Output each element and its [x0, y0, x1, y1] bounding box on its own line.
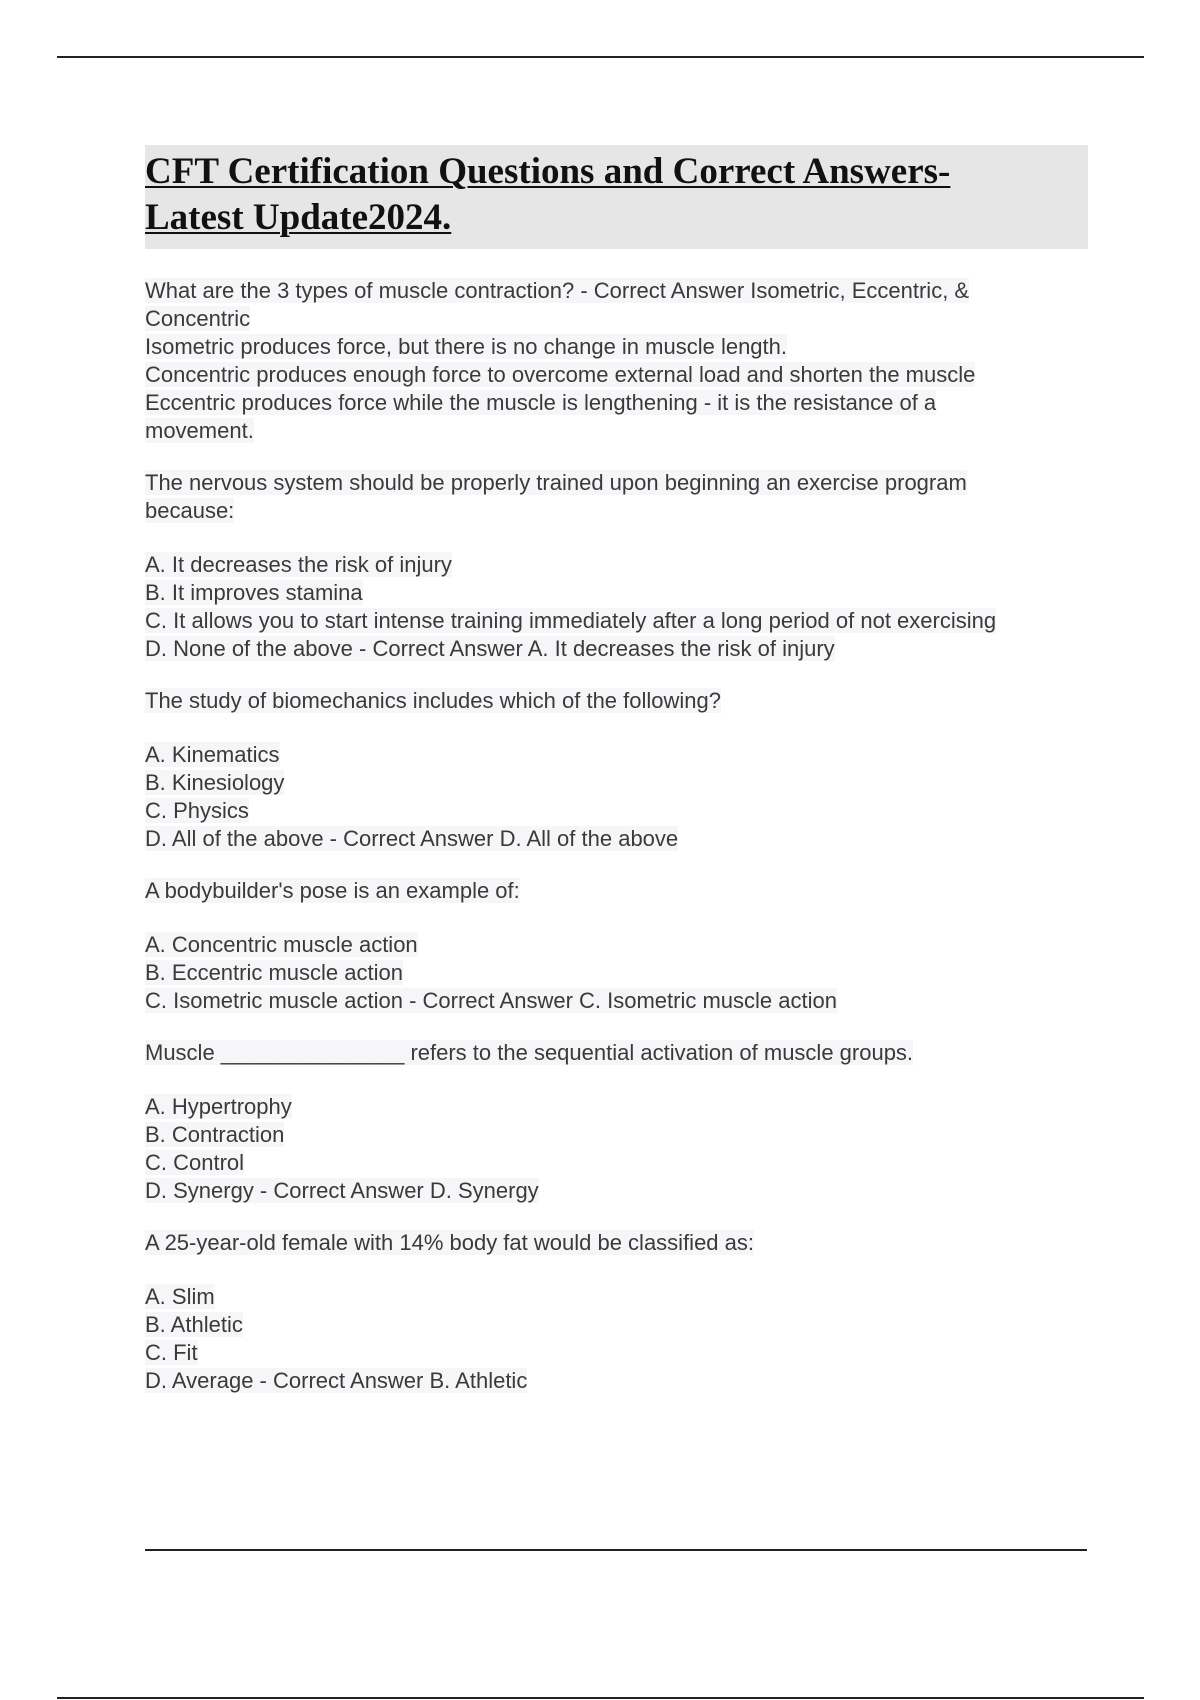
title-line-1: CFT Certification Questions and Correct Answers-: [145, 151, 951, 192]
question-line: Concentric: [145, 306, 251, 331]
answer-option: C. It allows you to start intense training immediately after a long period of not exercising: [145, 608, 997, 633]
answer-option: A. Concentric muscle action: [145, 932, 418, 957]
answer-option: D. All of the above - Correct Answer D. All of the above: [145, 826, 679, 851]
question-stem: A 25-year-old female with 14% body fat would be classified as:: [145, 1230, 754, 1255]
answer-option: B. Kinesiology: [145, 770, 285, 795]
question-stem: because:: [145, 498, 235, 523]
answer-option: A. Kinematics: [145, 742, 280, 767]
answer-option: B. Athletic: [145, 1312, 243, 1337]
answer-option: D. Synergy - Correct Answer D. Synergy: [145, 1178, 539, 1203]
question-stem: A bodybuilder's pose is an example of:: [145, 878, 520, 903]
question-line: Isometric produces force, but there is no change in muscle length.: [145, 334, 788, 359]
answer-option: C. Control: [145, 1150, 245, 1175]
question-block: [145, 277, 1088, 445]
question-line: What are the 3 types of muscle contraction? - Correct Answer Isometric, Eccentric, &: [145, 278, 970, 303]
document-title: [145, 149, 1088, 241]
question-stem: The nervous system should be properly trained upon beginning an exercise program: [145, 470, 967, 495]
question-block: [145, 1039, 1088, 1205]
question-block: [145, 687, 1088, 853]
document-body: [145, 145, 1088, 1419]
answer-option: B. Contraction: [145, 1122, 285, 1147]
question-stem: Muscle _______________ refers to the sequential activation of muscle groups.: [145, 1040, 914, 1065]
question-line: Concentric produces enough force to overcome external load and shorten the muscle: [145, 362, 976, 387]
answer-option: A. Hypertrophy: [145, 1094, 292, 1119]
answer-option: A. Slim: [145, 1284, 215, 1309]
page-bottom-rule: [57, 1697, 1144, 1699]
question-line: Eccentric produces force while the muscle is lengthening - it is the resistance of a: [145, 390, 937, 415]
footer-rule: [145, 1549, 1087, 1551]
question-block: [145, 1229, 1088, 1395]
title-line-2: Latest Update2024.: [145, 197, 452, 238]
answer-option: B. It improves stamina: [145, 580, 363, 605]
answer-option: A. It decreases the risk of injury: [145, 552, 452, 577]
header-rule: [57, 56, 1144, 58]
answer-option: C. Isometric muscle action - Correct Answer C. Isometric muscle action: [145, 988, 837, 1013]
answer-option: B. Eccentric muscle action: [145, 960, 403, 985]
answer-option: D. Average - Correct Answer B. Athletic: [145, 1368, 528, 1393]
answer-option: D. None of the above - Correct Answer A. It decreases the risk of injury: [145, 636, 835, 661]
answer-option: C. Physics: [145, 798, 249, 823]
question-stem: The study of biomechanics includes which of the following?: [145, 688, 721, 713]
answer-option: C. Fit: [145, 1340, 198, 1365]
question-block: [145, 469, 1088, 663]
question-block: [145, 877, 1088, 1015]
question-line: movement.: [145, 418, 254, 443]
title-banner: [145, 145, 1088, 249]
